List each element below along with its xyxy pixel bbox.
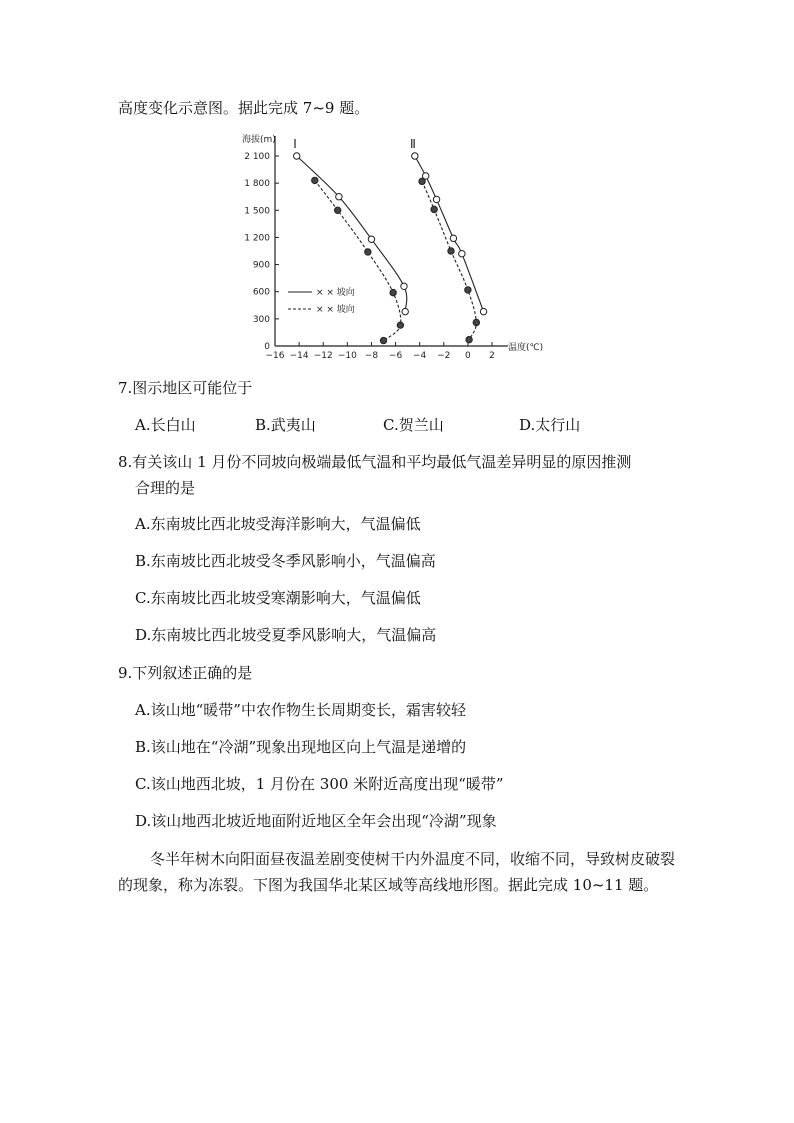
y-tick-label: 1 500 bbox=[244, 206, 270, 217]
q9-stem: 9.下列叙述正确的是 bbox=[118, 664, 253, 682]
q8-option-c: C.东南坡比西北坡受寒潮影响大，气温偏低 bbox=[135, 589, 421, 607]
x-tick-label: −16 bbox=[265, 351, 285, 360]
y-axis-label: 海拔(m) bbox=[242, 135, 276, 145]
data-point-open bbox=[402, 308, 408, 314]
panel-label-1: Ⅰ bbox=[293, 137, 297, 151]
q8-option-b: B.东南坡比西北坡受冬季风影响小，气温偏高 bbox=[135, 552, 436, 570]
q8-option-d: D.东南坡比西北坡受夏季风影响大，气温偏高 bbox=[135, 626, 437, 644]
data-point-filled bbox=[419, 178, 425, 184]
data-point-filled bbox=[334, 207, 340, 213]
legend-label: × × 坡向 bbox=[316, 305, 355, 315]
x-tick-label: −6 bbox=[388, 351, 403, 360]
q7-stem: 7.图示地区可能位于 bbox=[118, 379, 253, 397]
data-point-filled bbox=[380, 337, 386, 343]
x-axis-label: 温度(℃) bbox=[508, 343, 544, 353]
data-point-open bbox=[459, 251, 465, 257]
data-point-filled bbox=[390, 289, 396, 295]
y-tick-label: 600 bbox=[252, 287, 270, 298]
q7-option-b: B.武夷山 bbox=[255, 416, 316, 434]
q9-option-b: B.该山地在“冷湖”现象出现地区向上气温是递增的 bbox=[135, 738, 467, 756]
x-tick-label: −12 bbox=[313, 351, 333, 360]
y-tick-label: 300 bbox=[252, 314, 270, 325]
data-point-open bbox=[450, 235, 456, 241]
q9-option-d: D.该山地西北坡近地面附近地区全年会出现“冷湖”现象 bbox=[135, 812, 497, 830]
data-point-open bbox=[401, 283, 407, 289]
data-point-filled bbox=[448, 248, 454, 254]
y-tick-label: 1 200 bbox=[244, 233, 270, 244]
q7-option-a: A.长白山 bbox=[135, 416, 196, 434]
x-tick-label: 2 bbox=[489, 351, 495, 360]
data-point-open bbox=[294, 153, 300, 159]
data-point-filled bbox=[473, 319, 479, 325]
data-point-filled bbox=[365, 249, 371, 255]
y-tick-label: 0 bbox=[264, 342, 270, 352]
series-line-1-dashed bbox=[315, 180, 401, 340]
data-point-open bbox=[368, 236, 374, 242]
series-line-2-dashed bbox=[422, 181, 476, 339]
data-point-filled bbox=[312, 177, 318, 183]
data-point-filled bbox=[397, 322, 403, 328]
panel-label-2: Ⅱ bbox=[410, 137, 416, 151]
y-tick-label: 2 100 bbox=[244, 152, 270, 162]
temperature-altitude-chart bbox=[240, 128, 560, 360]
y-tick-label: 1 800 bbox=[244, 179, 270, 190]
legend-label: × × 坡向 bbox=[316, 288, 355, 298]
data-point-open bbox=[433, 196, 439, 202]
data-point-filled bbox=[466, 336, 472, 342]
q9-option-c: C.该山地西北坡，1 月份在 300 米附近高度出现“暖带” bbox=[135, 775, 504, 793]
q9-option-a: A.该山地“暖带”中农作物生长周期变长，霜害较轻 bbox=[135, 701, 466, 719]
x-tick-label: 0 bbox=[465, 351, 471, 360]
x-tick-label: −8 bbox=[364, 351, 379, 360]
q8-stem-line1: 8.有关该山 1 月份不同坡向极端最低气温和平均最低气温差异明显的原因推测 bbox=[118, 453, 632, 471]
data-point-open bbox=[336, 194, 342, 200]
q8-option-a: A.东南坡比西北坡受海洋影响大，气温偏低 bbox=[135, 515, 421, 533]
data-point-filled bbox=[465, 287, 471, 293]
data-point-open bbox=[480, 308, 486, 314]
q7-option-c: C.贺兰山 bbox=[383, 416, 444, 434]
next-passage: 冬半年树木向阳面昼夜温差剧变使树干内外温度不同，收缩不同，导致树皮破裂的现象，称为冻裂。下图为我国华北某区域等高线地形图。据此完成 10~11 题。 bbox=[118, 850, 676, 894]
y-tick-label: 900 bbox=[252, 260, 270, 271]
data-point-filled bbox=[431, 206, 437, 212]
x-tick-label: −2 bbox=[437, 351, 451, 360]
data-point-open bbox=[412, 153, 418, 159]
q8-stem-line2: 合理的是 bbox=[135, 479, 196, 497]
intro-line: 高度变化示意图。据此完成 7~9 题。 bbox=[118, 99, 370, 117]
x-tick-label: −10 bbox=[337, 351, 357, 360]
x-tick-label: −14 bbox=[289, 351, 309, 360]
x-tick-label: −4 bbox=[413, 351, 427, 360]
q7-option-d: D.太行山 bbox=[519, 416, 581, 434]
